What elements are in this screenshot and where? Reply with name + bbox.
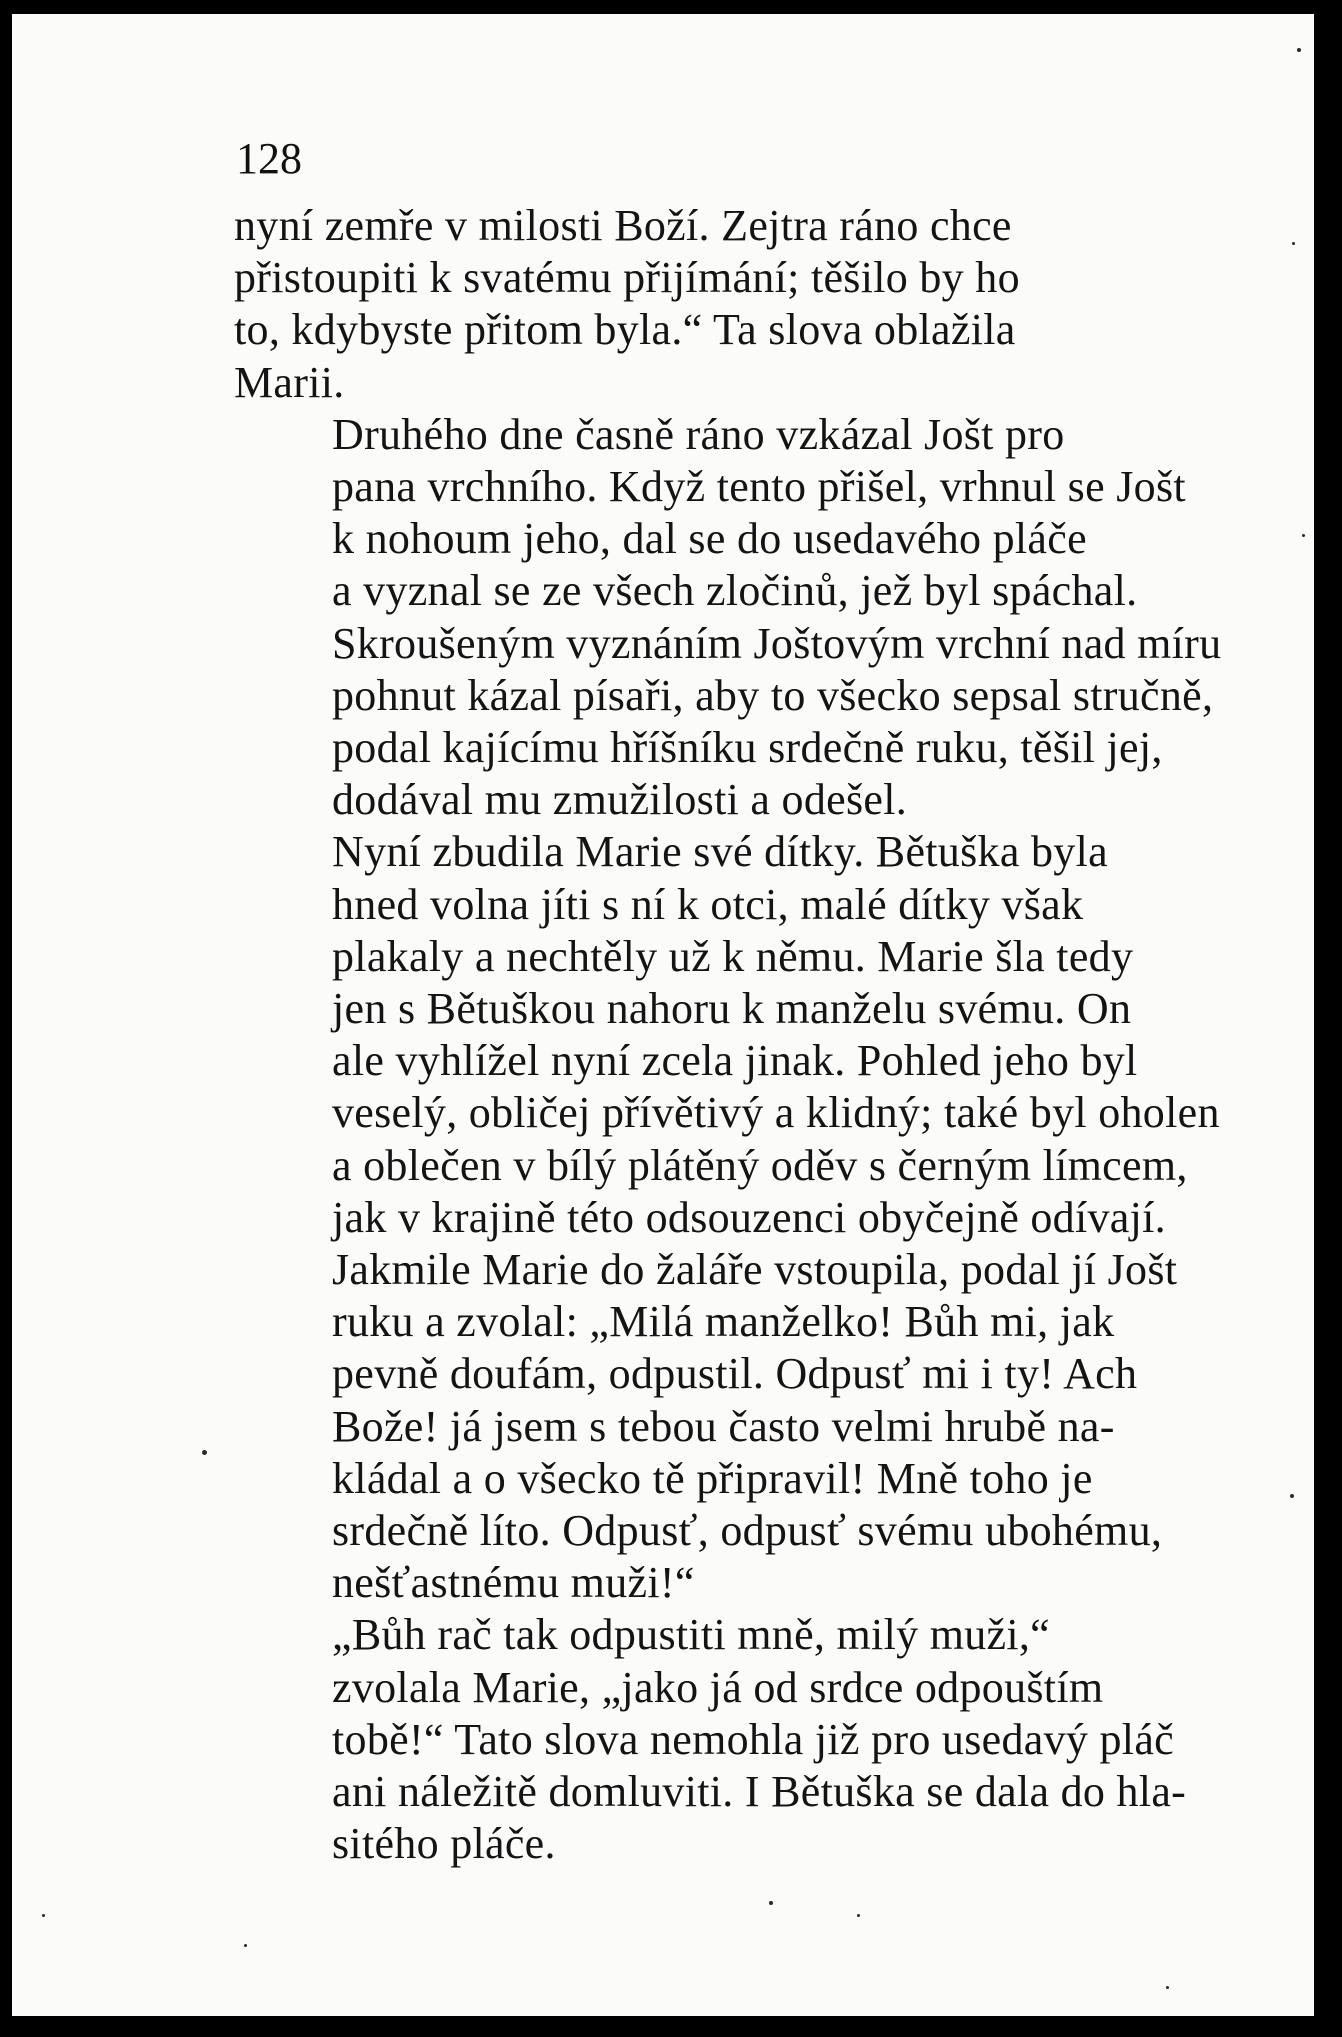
text-line: jak v krajině této odsouzenci obyčejně odívají.	[332, 1192, 1166, 1242]
text-line: „Bůh rač tak odpustiti mně, milý muži,“	[332, 1610, 1050, 1660]
text-line: k nohoum jeho, dal se do usedavého pláče	[332, 514, 1087, 564]
scan-speck	[1292, 242, 1295, 245]
scan-speck	[1166, 1986, 1169, 1989]
text-line: Bože! já jsem s tebou často velmi hrubě na-	[332, 1401, 1115, 1451]
text-line: tobě!“ Tato slova nemohla již pro usedavý pláč	[332, 1714, 1174, 1764]
text-line: Nyní zbudila Marie své dítky. Bětuška byla	[332, 827, 1108, 877]
paragraph	[234, 826, 1234, 1609]
text-line: nešťastnému muži!“	[332, 1558, 695, 1608]
page-number: 128	[236, 134, 302, 183]
text-line: podal kajícímu hříšníku srdečně ruku, těšil jej,	[332, 723, 1163, 773]
paragraph	[234, 409, 1234, 827]
scanned-page	[12, 14, 1314, 2016]
text-line: veselý, obličej přívětivý a klidný; také byl oholen	[332, 1088, 1220, 1138]
text-line: srdečně líto. Odpusť, odpusť svému ubohému,	[332, 1506, 1163, 1556]
scan-speck	[857, 1914, 860, 1917]
text-line: pohnut kázal písaři, aby to všecko sepsal stručně,	[332, 670, 1214, 720]
text-line: Druhého dne časně ráno vzkázal Jošt pro	[332, 409, 1065, 459]
scan-speck	[769, 1901, 773, 1905]
text-line: jen s Bětuškou nahoru k manželu svému. On	[332, 984, 1132, 1034]
text-line: nyní zemře v milosti Boží. Zejtra ráno chce	[234, 201, 1012, 250]
text-line: Skroušeným vyznáním Joštovým vrchní nad míru	[332, 618, 1222, 668]
paragraph	[234, 1609, 1234, 1870]
body-text	[234, 200, 1234, 1871]
scan-speck	[1297, 48, 1301, 52]
text-line: Jakmile Marie do žaláře vstoupila, podal jí Jošt	[332, 1245, 1178, 1295]
text-line: a oblečen v bílý plátěný oděv s černým límcem,	[332, 1140, 1188, 1190]
scan-speck	[1302, 534, 1305, 537]
text-line: a vyznal se ze všech zločinů, jež byl spáchal.	[332, 566, 1138, 616]
text-line: sitého pláče.	[332, 1819, 556, 1869]
text-line: dodával mu zmužilosti a odešel.	[332, 775, 908, 825]
text-line: plakaly a nechtěly už k němu. Marie šla tedy	[332, 931, 1134, 981]
text-line: ruku a zvolal: „Milá manželko! Bůh mi, jak	[332, 1297, 1115, 1347]
text-line: hned volna jíti s ní k otci, malé dítky však	[332, 879, 1084, 929]
text-line: pevně doufám, odpustil. Odpusť mi i ty! Ach	[332, 1349, 1138, 1399]
text-line: to, kdybyste přitom byla.“ Ta slova oblažila	[234, 305, 1016, 355]
text-line: přistoupiti k svatému přijímání; těšilo by ho	[234, 253, 1020, 303]
scan-speck	[202, 1450, 207, 1455]
scan-speck	[1290, 1494, 1294, 1498]
text-line: ani náležitě domluviti. I Bětuška se dala do hla-	[332, 1767, 1187, 1817]
paragraph	[234, 200, 1234, 409]
text-line: ale vyhlížel nyní zcela jinak. Pohled jeho byl	[332, 1036, 1138, 1086]
scan-speck	[42, 1914, 45, 1917]
text-line: Marii.	[234, 357, 345, 407]
text-line: kládal a o všecko tě připravil! Mně toho je	[332, 1453, 1093, 1503]
scan-speck	[244, 1944, 247, 1947]
text-line: pana vrchního. Když tento přišel, vrhnul se Jošt	[332, 462, 1186, 512]
text-line: zvolala Marie, „jako já od srdce odpouštím	[332, 1662, 1104, 1712]
